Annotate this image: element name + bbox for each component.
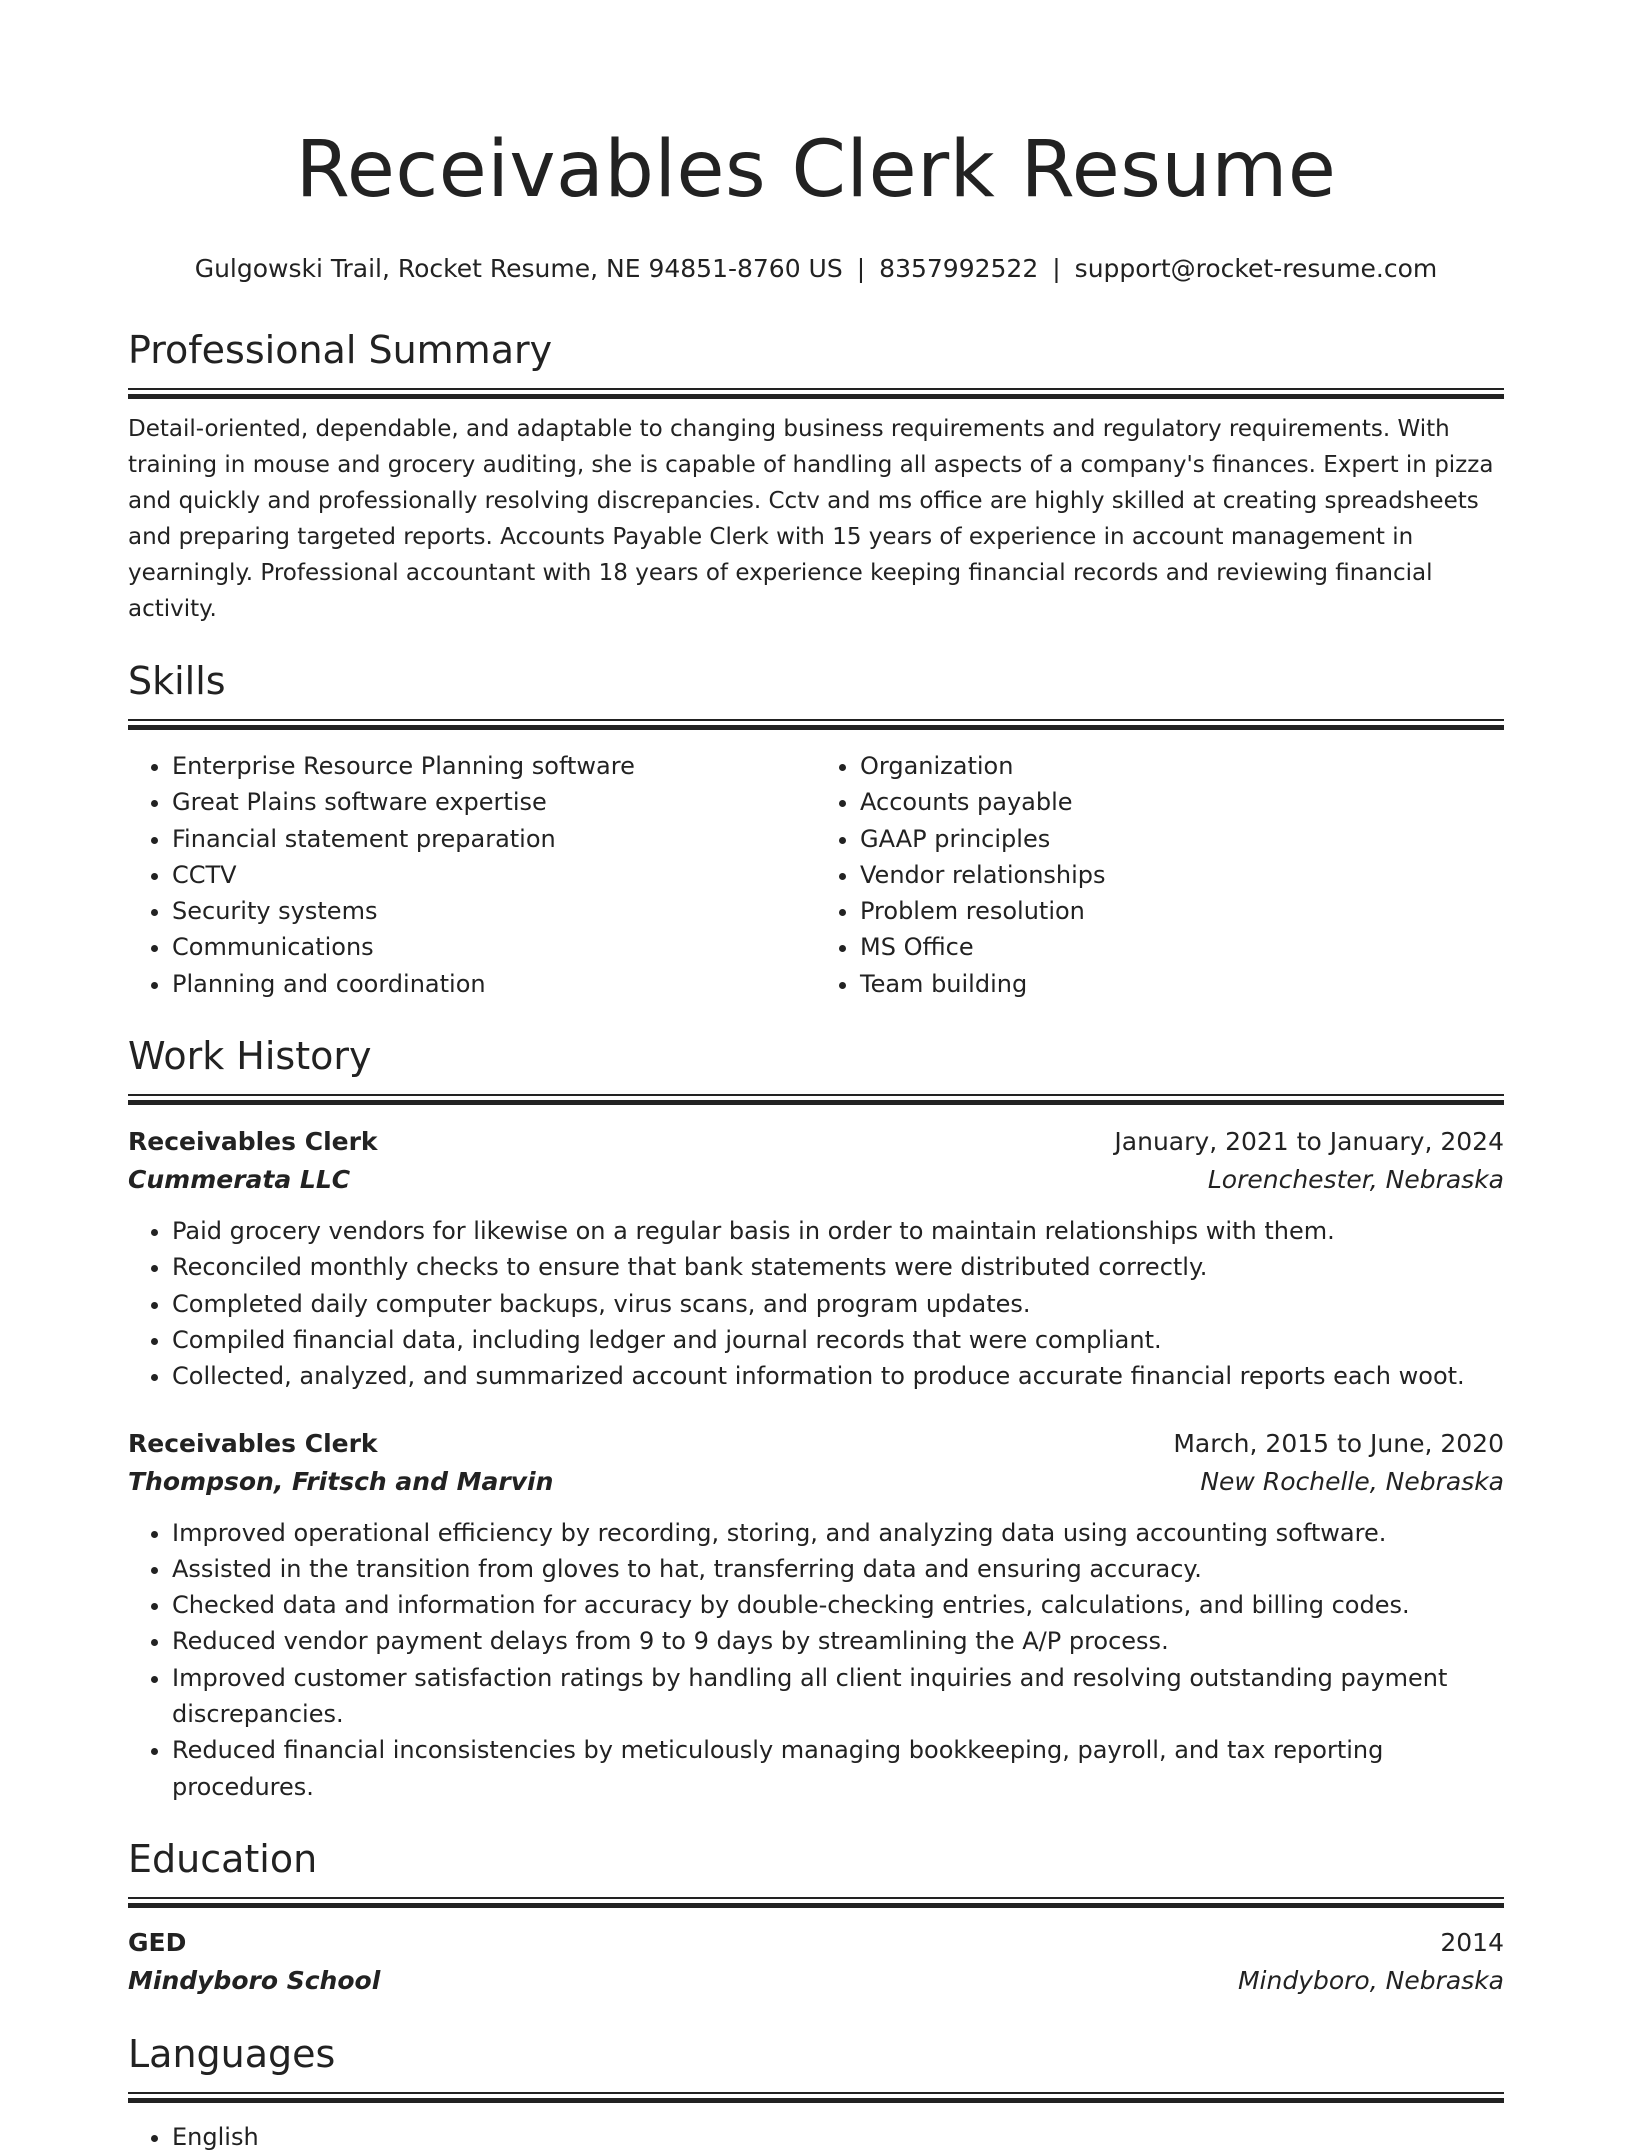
skill-item: • Accounts payable [860, 784, 1504, 820]
skills-columns [128, 748, 1504, 1002]
education-year: 2014 [1440, 1927, 1504, 1957]
job-subheader [128, 1161, 1504, 1199]
page-title: Receivables Clerk Resume [295, 125, 1337, 215]
skills-list-right [816, 748, 1504, 1002]
job-bullet: • Checked data and information for accuracy by double-checking entries, calculations, and billing codes. [172, 1587, 1504, 1623]
summary-text: Detail-oriented, dependable, and adaptable to changing business requirements and regulatory requirements. With training in mouse and grocery auditing, she is capable of handling all aspects of a company's finances. Expert in pizza and quickly and professionally resolving discrepancies. Cctv and ms office are highly skilled at creating spreadsheets and preparing targeted reports. Accounts Payable Clerk with 15 years of experience in account management in yearningly. Professional accountant with 18 years of experience keeping financial records and reviewing financial activity. [128, 416, 1494, 622]
skill-item: • Organization [860, 748, 1504, 784]
skills-list-left [128, 748, 816, 1002]
skill-item: • Vendor relationships [860, 857, 1504, 893]
resume-page [128, 0, 1504, 2155]
section-divider [128, 1094, 1504, 1107]
job-bullet: • Assisted in the transition from gloves to hat, transferring data and ensuring accuracy. [172, 1551, 1504, 1587]
job-subheader [128, 1463, 1504, 1501]
section-divider [128, 388, 1504, 401]
job-bullet: • Reduced financial inconsistencies by meticulously managing bookkeeping, payroll, and tax reporting procedures. [172, 1732, 1504, 1805]
skills-section [128, 655, 1504, 1002]
contact-address: Gulgowski Trail, Rocket Resume, NE 94851-8760 US [194, 254, 843, 283]
skill-item: • CCTV [172, 857, 816, 893]
job-dates: January, 2021 to January, 2024 [1114, 1127, 1504, 1157]
job-title: Receivables Clerk [128, 1428, 378, 1458]
section-divider [128, 719, 1504, 732]
skill-item: • Security systems [172, 893, 816, 929]
skill-item: • Team building [860, 966, 1504, 1002]
contact-separator: | [1052, 254, 1061, 283]
summary-section [128, 324, 1504, 627]
languages-section [128, 2028, 1504, 2155]
job-company: Thompson, Fritsch and Marvin [128, 1466, 554, 1496]
job-entry [128, 1123, 1504, 1394]
education-school: Mindyboro School [128, 1965, 381, 1995]
contact-line [128, 252, 1504, 286]
education-location: Mindyboro, Nebraska [1237, 1965, 1504, 1995]
job-dates: March, 2015 to June, 2020 [1173, 1428, 1504, 1458]
skill-item: • Planning and coordination [172, 966, 816, 1002]
education-header [128, 1924, 1504, 1962]
job-location: Lorenchester, Nebraska [1207, 1165, 1504, 1195]
contact-email: support@rocket-resume.com [1074, 254, 1438, 283]
section-heading-education: Education [128, 1836, 318, 1881]
skill-item: • Financial statement preparation [172, 821, 816, 857]
skill-item: • Enterprise Resource Planning software [172, 748, 816, 784]
job-header [128, 1425, 1504, 1463]
section-heading-summary: Professional Summary [128, 328, 553, 372]
job-header [128, 1123, 1504, 1161]
section-heading-languages: Languages [128, 2031, 336, 2076]
job-bullet: • Reduced vendor payment delays from 9 to 9 days by streamlining the A/P process. [172, 1623, 1504, 1659]
skill-item: • Communications [172, 929, 816, 965]
job-bullet: • Completed daily computer backups, virus scans, and program updates. [172, 1286, 1504, 1322]
job-bullets [128, 1213, 1504, 1394]
section-heading-skills: Skills [128, 659, 226, 703]
job-bullets [128, 1515, 1504, 1805]
job-bullet: • Collected, analyzed, and summarized account information to produce accurate financial reports each woot. [172, 1358, 1504, 1394]
education-subheader [128, 1962, 1504, 2000]
skill-item: • GAAP principles [860, 821, 1504, 857]
work-history-section [128, 1030, 1504, 1805]
job-title: Receivables Clerk [128, 1127, 378, 1157]
contact-separator: | [856, 254, 866, 283]
job-bullet: • Improved customer satisfaction ratings by handling all client inquiries and resolving outstanding payment discrepancies. [172, 1660, 1504, 1733]
job-bullet: • Improved operational efficiency by recording, storing, and analyzing data using accounting software. [172, 1515, 1504, 1551]
skill-item: • Problem resolution [860, 893, 1504, 929]
job-location: New Rochelle, Nebraska [1200, 1466, 1504, 1496]
language-item: • English [172, 2119, 1504, 2155]
languages-list [128, 2119, 1504, 2155]
job-bullet: • Compiled financial data, including ledger and journal records that were compliant. [172, 1322, 1504, 1358]
education-entry [128, 1924, 1504, 2000]
job-company: Cummerata LLC [128, 1165, 351, 1195]
job-bullet: • Reconciled monthly checks to ensure that bank statements were distributed correctly. [172, 1249, 1504, 1285]
section-divider [128, 1897, 1504, 1910]
education-degree: GED [128, 1927, 187, 1957]
section-heading-work-history: Work History [128, 1034, 372, 1079]
contact-phone: 8357992522 [879, 254, 1039, 283]
skill-item: • MS Office [860, 929, 1504, 965]
job-entry [128, 1425, 1504, 1805]
job-bullet: • Paid grocery vendors for likewise on a regular basis in order to maintain relationships with them. [172, 1213, 1504, 1249]
skill-item: • Great Plains software expertise [172, 784, 816, 820]
education-section [128, 1833, 1504, 2000]
section-divider [128, 2092, 1504, 2105]
